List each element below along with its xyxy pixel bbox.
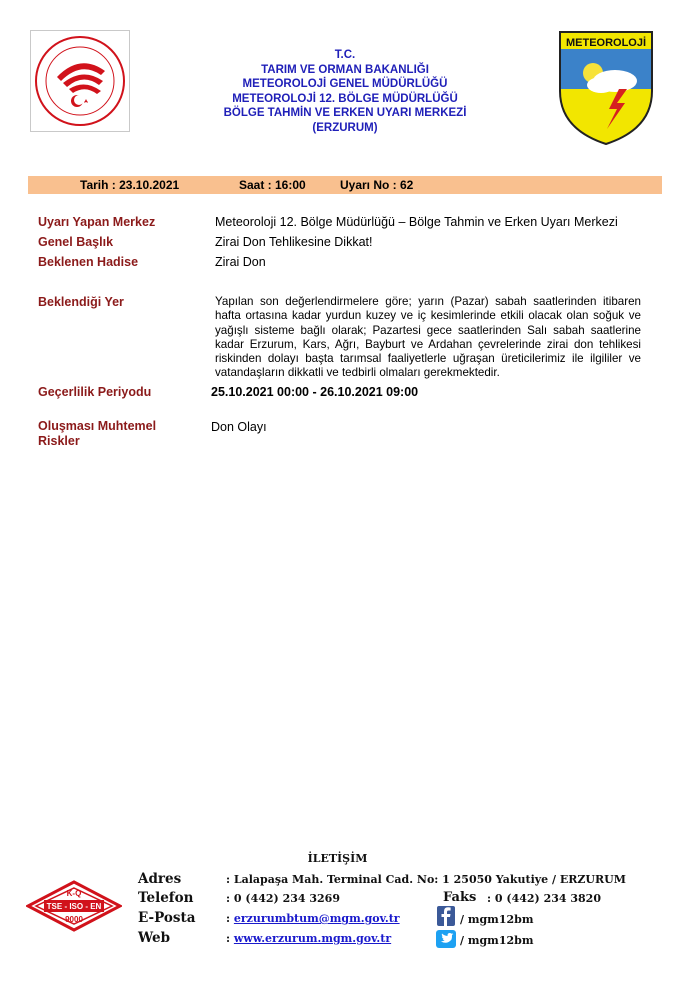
email-label: E-Posta (138, 910, 196, 926)
expected-place-value: Yapılan son değerlendirmelere göre; yarın (Pazar) sabah saatlerinden itibaren hafta ortasına kadar yurdun kuzey ve iç kesimlerinde etkili olacak olan soğuk ve yağışlı sisteme bağlı olarak; Pazartesi gece saatlerinden Salı sabah saatlerine kadar Erzurum, Kars, Ağrı, Bayburt ve Ardahan çevrelerinde zirai don tehlikesi riskinden dolayı başta tarımsal faaliyetlerle uğraşan üreticilerimiz ile ilgililer ve vatandaşların dikkatli ve tedbirli olmaları gerekmektedir. (215, 295, 641, 380)
org-line: T.C. (334, 49, 356, 61)
web-link[interactable]: www.erzurum.mgm.gov.tr (233, 932, 392, 945)
address-value: : Lalapaşa Mah. Terminal Cad. No: 1 25050 Yakutiye / ERZURUM (226, 873, 626, 886)
tse-iso-en-text: TSE - ISO - EN (46, 902, 102, 911)
warning-number-text: Uyarı No : 62 (340, 178, 414, 192)
center-value: Meteoroloji 12. Bölge Müdürlüğü – Bölge Tahmin ve Erken Uyarı Merkezi (215, 215, 618, 229)
validity-period-label: Geçerlilik Periyodu (38, 385, 152, 399)
expected-place-label: Beklendiği Yer (38, 295, 124, 309)
validity-period-value: 25.10.2021 00:00 - 26.10.2021 09:00 (211, 385, 419, 399)
phone-label: Telefon (138, 890, 194, 906)
organization-header (180, 48, 510, 135)
org-line: BÖLGE TAHMİN VE ERKEN UYARI MERKEZİ (223, 107, 467, 119)
meteoroloji-logo-text: METEOROLOJİ (565, 37, 647, 49)
meteoroloji-logo (557, 29, 655, 147)
address-label: Adres (138, 871, 182, 887)
contact-title: İLETİŞİM (307, 852, 368, 865)
org-line: (ERZURUM) (312, 121, 378, 134)
kq-text: K-Q (66, 889, 82, 898)
ministry-logo (30, 30, 130, 132)
twitter-handle[interactable]: / mgm12bm (460, 934, 534, 947)
email-prefix: : (226, 912, 234, 925)
phone-value: : 0 (442) 234 3269 (226, 892, 340, 905)
fax-value: : 0 (442) 234 3820 (487, 892, 601, 905)
web-label: Web (138, 930, 171, 946)
email-field (226, 912, 400, 925)
date-text: Tarih : 23.10.2021 (80, 178, 180, 192)
web-field (226, 932, 391, 945)
facebook-icon[interactable] (437, 906, 455, 926)
fax-label: Faks (443, 890, 477, 905)
org-line: METEOROLOJİ 12. BÖLGE MÜDÜRLÜĞÜ (232, 92, 458, 105)
kq-certification-logo (26, 880, 122, 932)
general-title-value: Zirai Don Tehlikesine Dikkat! (215, 235, 373, 249)
twitter-icon[interactable] (436, 930, 456, 948)
org-line: TARIM VE ORMAN BAKANLIĞI (261, 63, 429, 76)
email-link[interactable]: erzurumbtum@mgm.gov.tr (233, 912, 400, 925)
general-title-label: Genel Başlık (38, 235, 114, 249)
expected-event-label: Beklenen Hadise (38, 255, 139, 269)
warning-info-bar (28, 176, 662, 194)
risks-label-line2: Riskler (38, 434, 80, 448)
org-line: METEOROLOJİ GENEL MÜDÜRLÜĞÜ (242, 78, 448, 90)
expected-event-value: Zirai Don (215, 255, 266, 269)
iso-9000-text: 9000 (65, 915, 83, 924)
time-text: Saat : 16:00 (239, 178, 306, 192)
web-prefix: : (226, 932, 234, 945)
center-label: Uyarı Yapan Merkez (38, 215, 156, 229)
risks-value: Don Olayı (211, 420, 267, 434)
risks-label-line1: Oluşması Muhtemel (38, 419, 157, 433)
facebook-handle[interactable]: / mgm12bm (460, 913, 534, 926)
